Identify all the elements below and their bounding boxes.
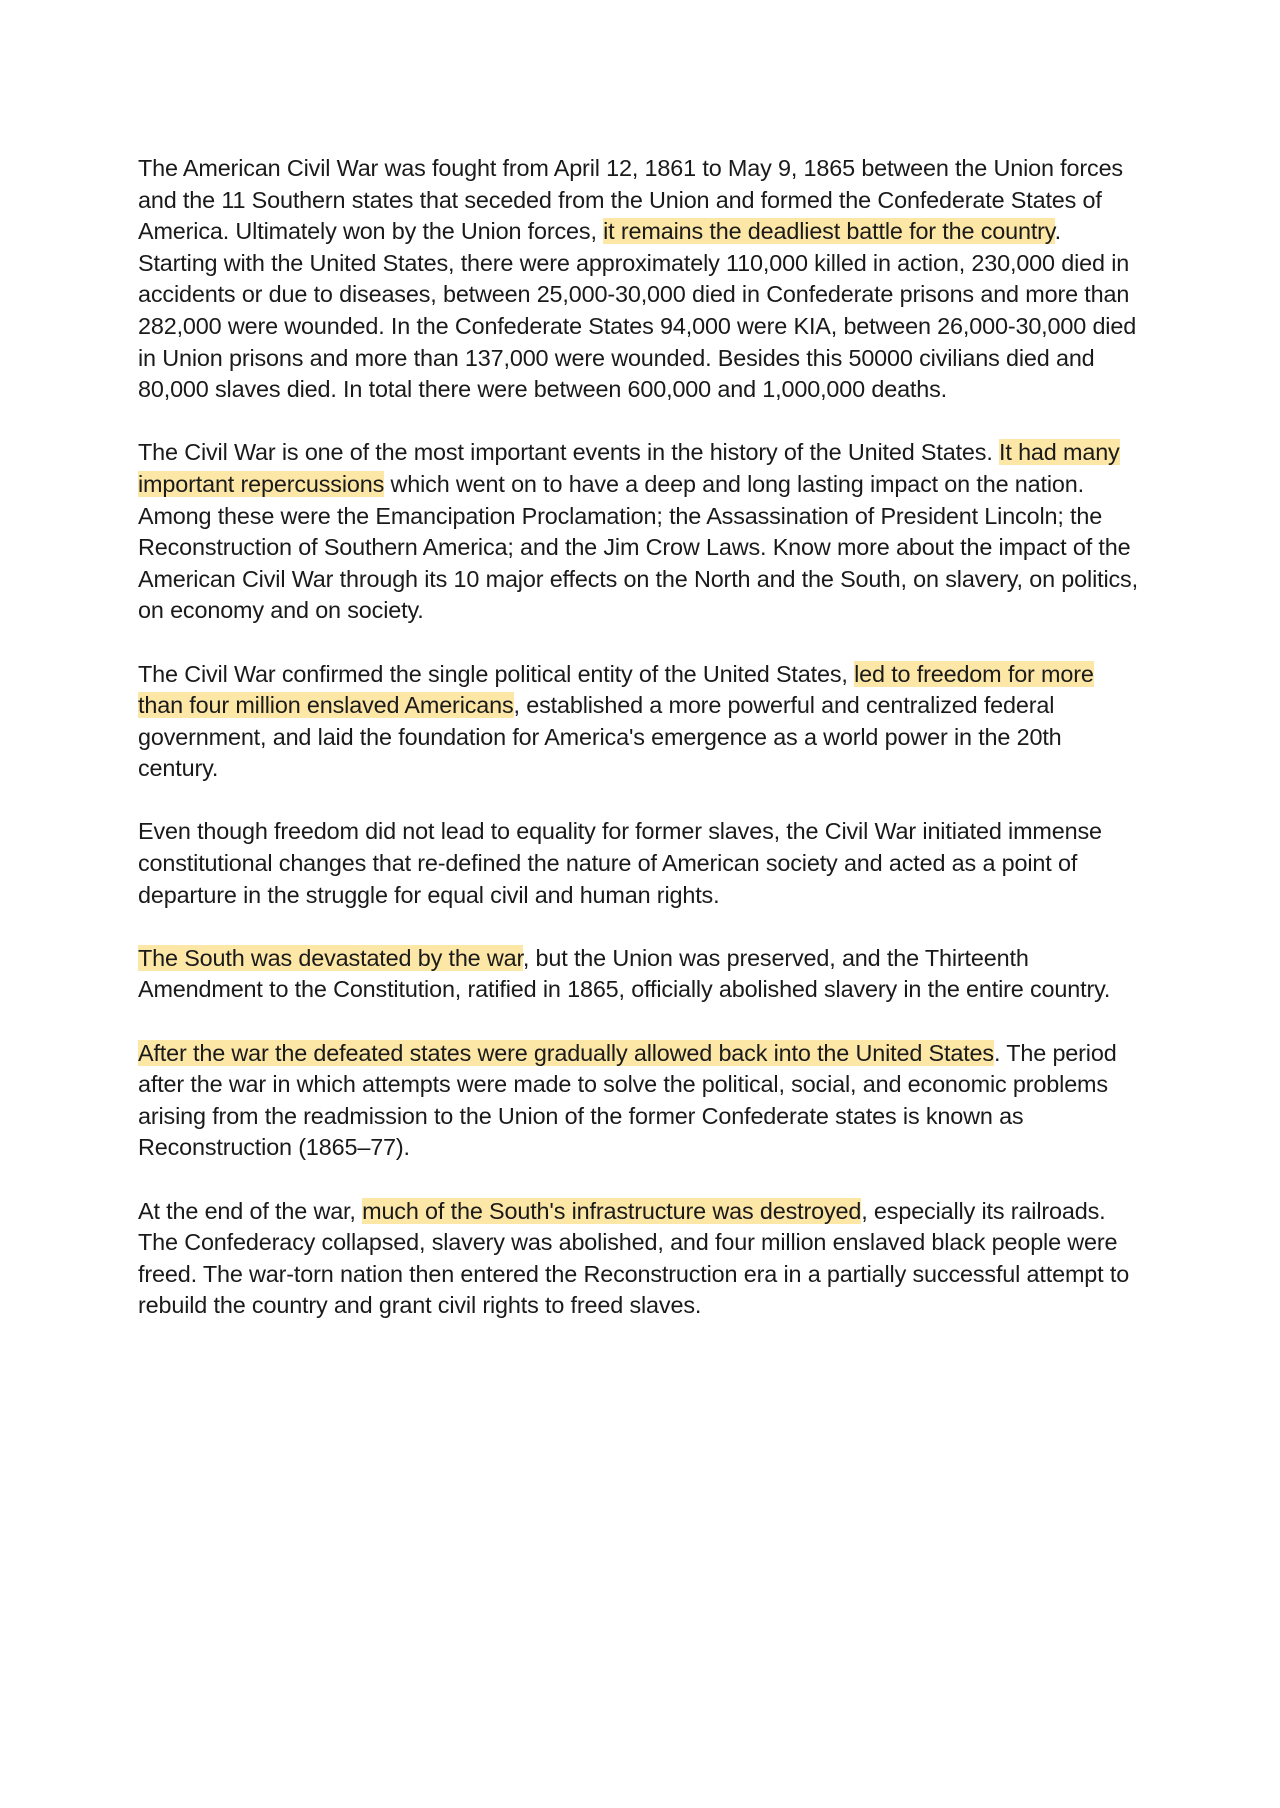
highlighted-text: After the war the defeated states were gradually allowed back into the United States [138,1039,994,1066]
text-segment: which went on to have a deep and long lasting impact on the nation. Among these were the Emancipation Proclamation; the Assassination of President Lincoln; the Reconstruction of Southern America; and the Jim Crow Laws. Know more about the impact of the American Civil War through its 10 major effects on the North and the South, on slavery, on politics, on economy and on society. [138,470,1138,624]
highlighted-text: The South was devastated by the war [138,944,523,971]
text-segment: . Starting with the United States, there were approximately 110,000 killed in action, 230,000 died in accidents or due to diseases, between 25,000-30,000 died in Confederate prisons and more than 282,000 were wounded. In the Confederate States 94,000 were KIA, between 26,000-30,000 died in Union prisons and more than 137,000 were wounded. Besides this 50000 civilians died and 80,000 slaves died. In total there were between 600,000 and 1,000,000 deaths. [138,218,1137,403]
document-body [138,153,1140,1354]
highlighted-text: it remains the deadliest battle for the country [603,218,1055,245]
text-segment: , established a more powerful and centralized federal government, and laid the foundation for America's emergence as a world power in the 20th century. [138,692,1062,782]
paragraph-4 [138,816,1140,911]
text-segment: , but the Union was preserved, and the Thirteenth Amendment to the Constitution, ratified in 1865, officially abolished slavery in the entire country. [138,944,1111,1003]
text-segment: The American Civil War was fought from April 12, 1861 to May 9, 1865 between the Union forces and the 11 Southern states that seceded from the Union and formed the Confederate States of America. Ultimately won by the Union forces, [138,155,1123,245]
paragraph-1 [138,153,1140,406]
text-segment: The Civil War is one of the most important events in the history of the United States. [138,439,1000,466]
text-segment: Even though freedom did not lead to equality for former slaves, the Civil War initiated immense constitutional changes that re-defined the nature of American society and acted as a point of departure in the struggle for equal civil and human rights. [138,818,1102,908]
paragraph-7 [138,1196,1140,1322]
paragraph-3 [138,659,1140,785]
paragraph-5 [138,943,1140,1006]
paragraph-2 [138,437,1140,627]
highlighted-text: It had many important repercussions [138,439,1120,497]
text-segment: . The period after the war in which attempts were made to solve the political, social, and economic problems arising from the readmission to the Union of the former Confederate states is known as Reconstruction (1865–77). [138,1039,1117,1161]
text-segment: , especially its railroads. The Confederacy collapsed, slavery was abolished, and four million enslaved black people were freed. The war-torn nation then entered the Reconstruction era in a partially successful attempt to rebuild the country and grant civil rights to freed slaves. [138,1197,1130,1319]
paragraph-6 [138,1038,1140,1164]
highlighted-text: led to freedom for more than four million enslaved Americans [138,660,1094,719]
text-segment: At the end of the war, [138,1197,363,1224]
highlighted-text: much of the South's infrastructure was destroyed [362,1197,862,1224]
text-segment: The Civil War confirmed the single political entity of the United States, [138,660,855,687]
